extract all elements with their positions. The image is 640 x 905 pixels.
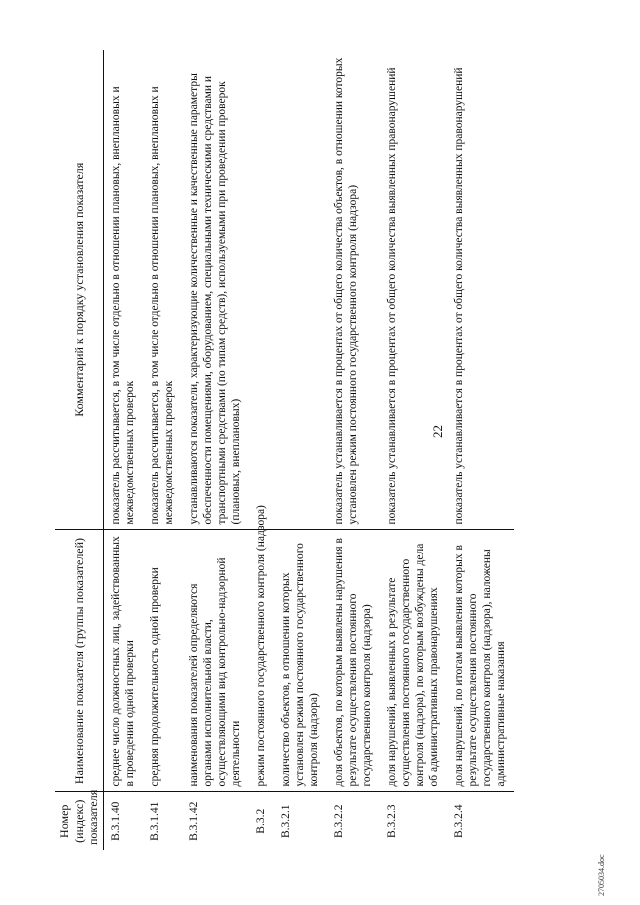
table-row	[447, 50, 514, 850]
row-number: В.3.1.41	[149, 801, 162, 841]
row-name: количество объектов, в отношении которых установлен режим постоянного государственного контроля (надзора)	[274, 530, 327, 792]
row-comment	[274, 50, 327, 530]
row-number: В.3.2.3	[386, 804, 399, 839]
row-name: наименования показателей определяются органами исполнительной власти, осуществляющими вид контрольно-надзорной деятельности	[182, 530, 249, 792]
row-name: доля объектов, по которым выявлены нарушения в результате осуществления постоянного государственного контроля (надзора)	[327, 530, 380, 792]
document-id: 2705034.doc	[597, 854, 606, 896]
table-row	[182, 50, 249, 850]
header-comment: Комментарий к порядку установления показателя	[55, 50, 104, 530]
row-name: доля нарушений, по итогам выявления которых в результате осуществления постоянного государственного контроля (надзора), наложены административные наказания	[447, 530, 514, 792]
row-comment: показатель устанавливается в процентах от общего количества объектов, в отношении которых установлен режим постоянного государственного контроля (надзора)	[327, 50, 380, 530]
page-number: 22	[430, 425, 445, 438]
header-name: Наименование показателя (группы показателей)	[55, 530, 104, 792]
header-number: Номер (индекс) показателя	[55, 792, 104, 850]
rotated-table-wrapper	[55, 50, 555, 850]
row-number: В.3.1.40	[110, 801, 122, 841]
row-comment: устанавливаются показатели, характеризующие количественные и качественные параметры обеспеченности помещениями, оборудованием, специальными техническими средствами и транспортными средствами (по типам средств), используемыми при проведении проверок (плановых, внеплановых)	[182, 50, 249, 530]
table-row	[249, 50, 274, 850]
row-name: среднее число должностных лиц, задействованных в проведении одной проверки	[104, 530, 144, 792]
table-row	[104, 50, 144, 850]
table-header-row	[55, 50, 104, 850]
row-comment	[249, 50, 274, 530]
table-row	[380, 50, 447, 850]
row-comment: показатель устанавливается в процентах от общего количества выявленных правонарушений	[447, 50, 514, 530]
row-name: средняя продолжительность одной проверки	[143, 530, 182, 792]
row-comment: показатель рассчитывается, в том числе отдельно в отношении плановых, внеплановых и межведомственных проверок	[104, 50, 144, 530]
row-number: В.3.2.4	[453, 804, 466, 839]
table-row	[143, 50, 182, 850]
row-name: доля нарушений, выявленных в результате осуществления постоянного государственного контроля (надзора), по которым возбуждены дела об административных правонарушениях	[380, 530, 447, 792]
row-number: В.3.1.42	[188, 801, 201, 841]
row-comment: показатель рассчитывается, в том числе отдельно в отношении плановых, внеплановых и межведомственных проверок	[143, 50, 182, 530]
indicators-table	[55, 50, 514, 850]
row-name: режим постоянного государственного контроля (надзора)	[249, 530, 274, 792]
row-number: В.3.2.1	[280, 804, 293, 839]
table-row	[327, 50, 380, 850]
row-number: В.3.2	[255, 808, 268, 834]
table-row	[274, 50, 327, 850]
row-number: В.3.2.2	[333, 804, 346, 839]
row-comment: показатель устанавливается в процентах от общего количества выявленных правонарушений	[380, 50, 447, 530]
